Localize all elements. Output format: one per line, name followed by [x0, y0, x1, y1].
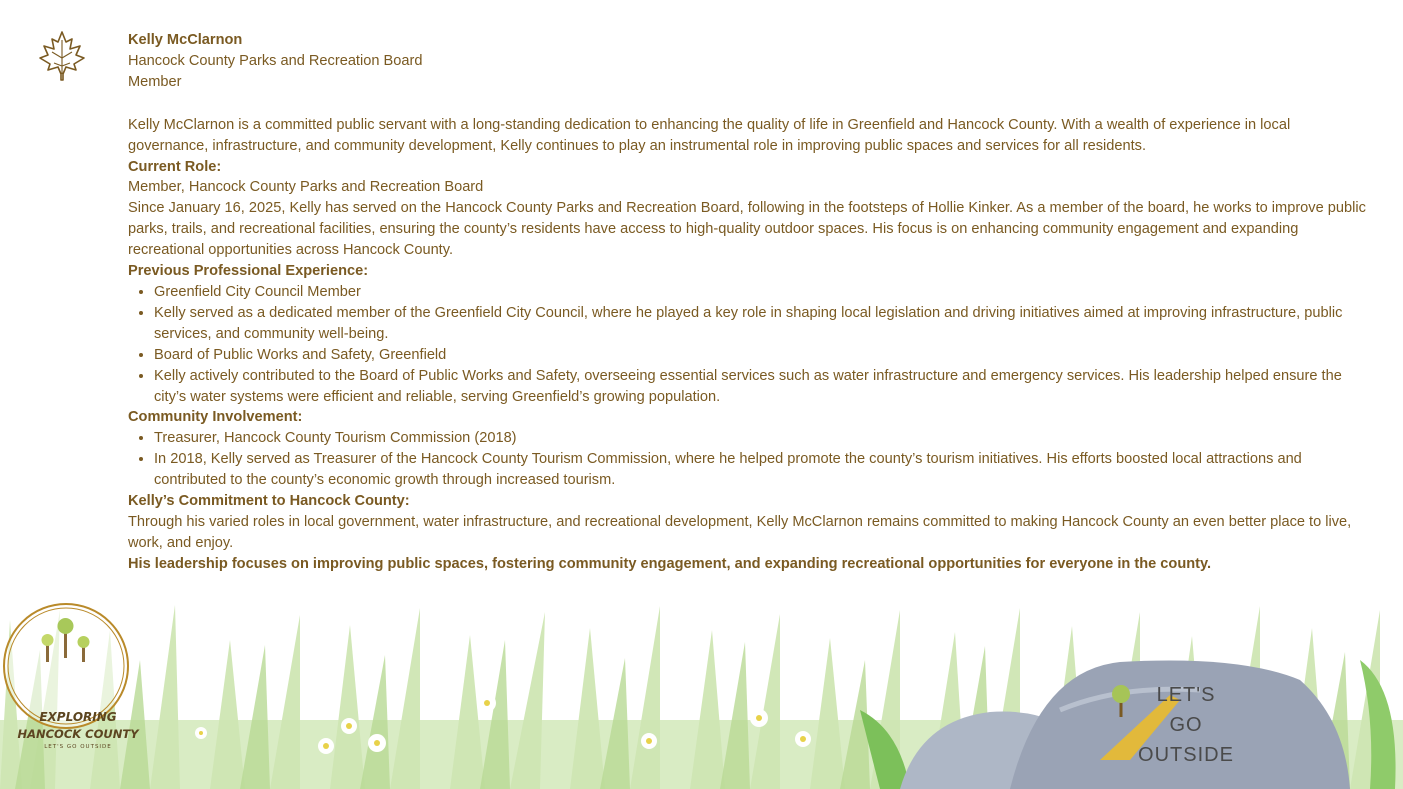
list-item: • Kelly served as a dedicated member of the Greenfield City Council, where he played a key role in shaping local legislation and driving initiatives aimed at improving infrastructure, public services, and community well-being. — [154, 303, 1368, 345]
rock-line-1: LET'S — [1156, 684, 1216, 706]
commitment-heading: Kelly’s Commitment to Hancock County: — [128, 493, 410, 510]
footer-banner — [0, 600, 1403, 789]
closing-statement: His leadership focuses on improving public spaces, fostering community engagement, and expanding recreational opportunities for everyone in the county. — [128, 555, 1212, 572]
list-item: • Kelly actively contributed to the Board of Public Works and Safety, overseeing essential services such as water infrastructure and emergency services. His leadership helped ensure the city’s water systems were efficient and reliable, serving Greenfield’s growing population. — [154, 366, 1368, 408]
logo-line-1: EXPLORING — [39, 710, 117, 724]
rock-line-2: GO — [1169, 714, 1203, 736]
current-role-heading: Current Role: — [128, 158, 222, 175]
lets-go-outside-text — [1136, 680, 1236, 770]
profile-organization: Hancock County Parks and Recreation Board — [128, 52, 423, 69]
community-involvement-list — [128, 428, 1368, 491]
list-item: • Greenfield City Council Member — [154, 282, 1368, 303]
tree-icon — [1108, 683, 1134, 719]
maple-leaf-icon — [38, 30, 86, 82]
logo-line-2: HANCOCK COUNTY — [17, 727, 139, 741]
community-involvement-heading: Community Involvement: — [128, 409, 303, 426]
previous-experience-list — [128, 282, 1368, 407]
list-item: • Treasurer, Hancock County Tourism Commission (2018) — [154, 428, 1368, 449]
profile-name: Kelly McClarnon — [128, 32, 243, 48]
list-item: • Board of Public Works and Safety, Greenfield — [154, 345, 1368, 366]
current-role-description: Since January 16, 2025, Kelly has served on the Hancock County Parks and Recreation Board, following in the footsteps of Hollie Kinker. As a member of the board, he works to improve public parks, trails, and recreational facilities, ensuring the county’s residents have access to high-quality outdoor spaces. His focus is on enhancing community engagement and expanding recreational opportunities across Hancock County. — [128, 200, 1366, 259]
previous-experience-heading: Previous Professional Experience: — [128, 263, 369, 280]
logo-tagline: LET'S GO OUTSIDE — [44, 744, 112, 750]
commitment-text: Through his varied roles in local government, water infrastructure, and recreational development, Kelly McClarnon remains committed to making Hancock County an even better place to live, work, and enjoy. — [128, 513, 1352, 551]
profile-position: Member — [128, 73, 182, 90]
rock-line-3: OUTSIDE — [1138, 744, 1234, 766]
list-item: • In 2018, Kelly served as Treasurer of the Hancock County Tourism Commission, where he helped promote the county’s tourism initiatives. His efforts boosted local attractions and contributed to the county’s economic growth through increased tourism. — [154, 449, 1368, 491]
profile-content — [128, 30, 1368, 575]
intro-paragraph: Kelly McClarnon is a committed public servant with a long-standing dedication to enhancing the quality of life in Greenfield and Hancock County. With a wealth of experience in local governance, infrastructure, and community development, Kelly continues to play an instrumental role in improving public spaces and services for all residents. — [128, 116, 1291, 154]
current-role-title: Member, Hancock County Parks and Recreation Board — [128, 179, 484, 196]
